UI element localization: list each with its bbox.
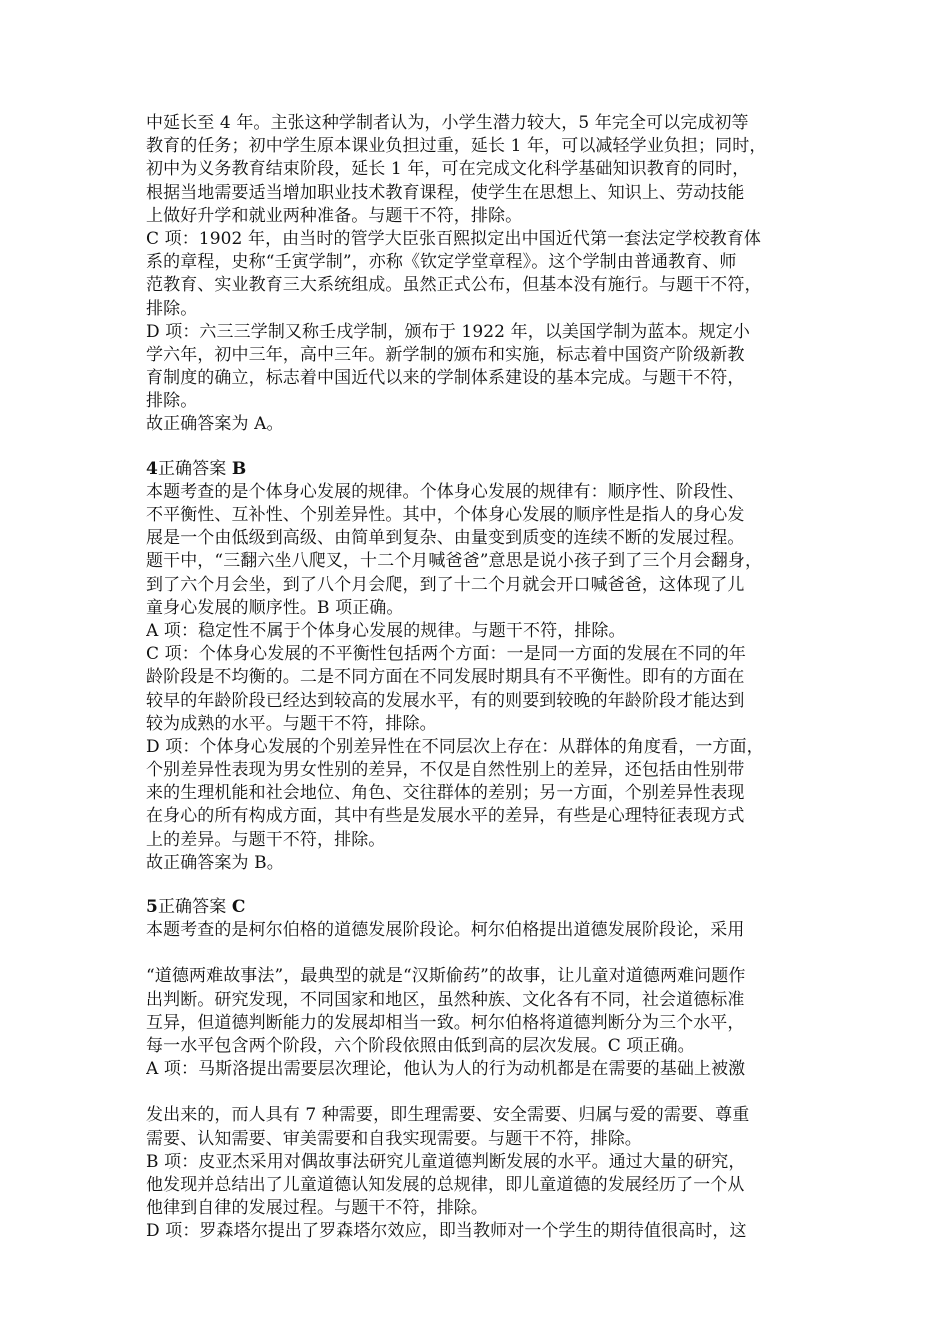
text-line: 在身心的所有构成方面，其中有些是发展水平的差异，有些是心理特征表现方式 (146, 806, 745, 827)
text-line: 学六年，初中三年，高中三年。新学制的颁布和实施，标志着中国资产阶级新教 (146, 344, 745, 365)
text-line: 范教育、实业教育三大系统组成。虽然正式公布，但基本没有施行。与题干不符， (146, 275, 762, 296)
text-line: A 项：马斯洛提出需要层次理论，他认为人的行为动机都是在需要的基础上被激 (146, 1059, 746, 1080)
text-line: 上做好升学和就业两种准备。与题干不符，排除。 (146, 205, 523, 226)
text-line: 来的生理机能和社会地位、角色、交往群体的差别；另一方面，个别差异性表现 (146, 783, 745, 804)
question-heading (146, 896, 818, 919)
text-line: 本题考查的是个体身心发展的规律。个体身心发展的规律有：顺序性、阶段性、 (146, 481, 745, 502)
text-line: 每一水平包含两个阶段，六个阶段依照由低到高的层次发展。C 项正确。 (146, 1035, 695, 1056)
text-line: D 项：六三三学制又称壬戌学制，颁布于 1922 年，以美国学制为蓝本。规定小 (146, 321, 751, 342)
text-line: 题干中，“三翻六坐八爬叉，十二个月喊爸爸”意思是说小孩子到了三个月会翻身， (146, 551, 763, 572)
text-line: 本题考查的是柯尔伯格的道德发展阶段论。柯尔伯格提出道德发展阶段论，采用 (146, 920, 745, 941)
text-line: 排除。 (146, 391, 198, 412)
text-line: 中延长至 4 年。主张这种学制者认为，小学生潜力较大，5 年完全可以完成初等 (146, 113, 749, 133)
text-line: 系的章程，史称“壬寅学制”，亦称《钦定学堂章程》。这个学制由普通教育、师 (146, 252, 737, 273)
text-line: 展是一个由低级到高级、由简单到复杂、由量变到质变的连续不断的发展过程。 (146, 528, 745, 549)
document-page (146, 112, 818, 1243)
answer-explanation-3 (146, 112, 818, 437)
answer-label: 正确答案 (157, 458, 227, 479)
text-line: 龄阶段是不均衡的。二是不同方面在不同发展时期具有不平衡性。即有的方面在 (146, 667, 745, 688)
text-line: D 项：个体身心发展的个别差异性在不同层次上存在：从群体的角度看，一方面， (146, 736, 764, 757)
conclusion-line: 故正确答案为 B。 (146, 852, 284, 873)
question-number: 5 (146, 897, 158, 917)
conclusion-line: 故正确答案为 A。 (146, 414, 284, 435)
text-line: 较为成熟的水平。与题干不符，排除。 (146, 713, 437, 734)
spacer (146, 437, 818, 458)
text-line: 童身心发展的顺序性。B 项正确。 (146, 597, 404, 618)
text-line: 初中为义务教育结束阶段，延长 1 年，可在完成文化科学基础知识教育的同时， (146, 159, 750, 180)
text-line: 个别差异性表现为男女性别的差异，不仅是自然性别上的差异，还包括由性别带 (146, 760, 745, 781)
text-line: 不平衡性、互补性、个别差异性。其中，个体身心发展的顺序性是指人的身心发 (146, 505, 745, 525)
question-heading (146, 458, 818, 481)
text-line: C 项：个体身心发展的不平衡性包括两个方面：一是同一方面的发展在不同的年 (146, 644, 747, 665)
text-line: 上的差异。与题干不符，排除。 (146, 829, 386, 850)
text-line: 较早的年龄阶段已经达到较高的发展水平，有的则要到较晚的年龄阶段才能达到 (146, 690, 745, 711)
text-line: 育制度的确立，标志着中国近代以来的学制体系建设的基本完成。与题干不符， (146, 368, 745, 389)
answer-letter: B (231, 458, 247, 479)
question-number: 4 (146, 458, 158, 479)
text-line: 出判断。研究发现，不同国家和地区，虽然种族、文化各有不同，社会道德标准 (146, 989, 745, 1010)
text-line: “道德两难故事法”，最典型的就是“汉斯偷药”的故事，让儿童对道德两难问题作 (146, 966, 746, 987)
answer-letter: C (231, 897, 246, 917)
text-line: C 项：1902 年，由当时的管学大臣张百熙拟定出中国近代第一套法定学校教育体 (146, 228, 761, 249)
text-line: A 项：稳定性不属于个体身心发展的规律。与题干不符，排除。 (146, 620, 626, 641)
spacer (146, 875, 818, 896)
text-line: 他律到自律的发展过程。与题干不符，排除。 (146, 1198, 488, 1219)
text-line: 互异，但道德判断能力的发展却相当一致。柯尔伯格将道德判断分为三个水平， (146, 1012, 745, 1033)
text-line: 排除。 (146, 298, 198, 319)
answer-label: 正确答案 (157, 897, 227, 917)
text-line: B 项：皮亚杰采用对偶故事法研究儿童道德判断发展的水平。通过大量的研究， (146, 1151, 746, 1172)
spacer (146, 942, 818, 965)
spacer (146, 1081, 818, 1104)
question-5-section (146, 896, 818, 1243)
text-line: 发出来的，而人具有 7 种需要，即生理需要、安全需要、归属与爱的需要、尊重 (146, 1105, 750, 1126)
text-line: 到了六个月会坐，到了八个月会爬，到了十二个月就会开口喊爸爸，这体现了儿 (146, 574, 745, 595)
text-line: 教育的任务；初中学生原本课业负担过重，延长 1 年，可以减轻学业负担；同时， (146, 136, 767, 157)
text-line: 他发现并总结出了儿童道德认知发展的总规律，即儿童道德的发展经历了一个从 (146, 1174, 745, 1195)
text-line: 需要、认知需要、审美需要和自我实现需要。与题干不符，排除。 (146, 1128, 642, 1149)
text-line: D 项：罗森塔尔提出了罗森塔尔效应，即当教师对一个学生的期待值很高时，这 (146, 1221, 747, 1242)
question-4-section (146, 458, 818, 875)
text-line: 根据当地需要适当增加职业技术教育课程，使学生在思想上、知识上、劳动技能 (146, 182, 745, 203)
